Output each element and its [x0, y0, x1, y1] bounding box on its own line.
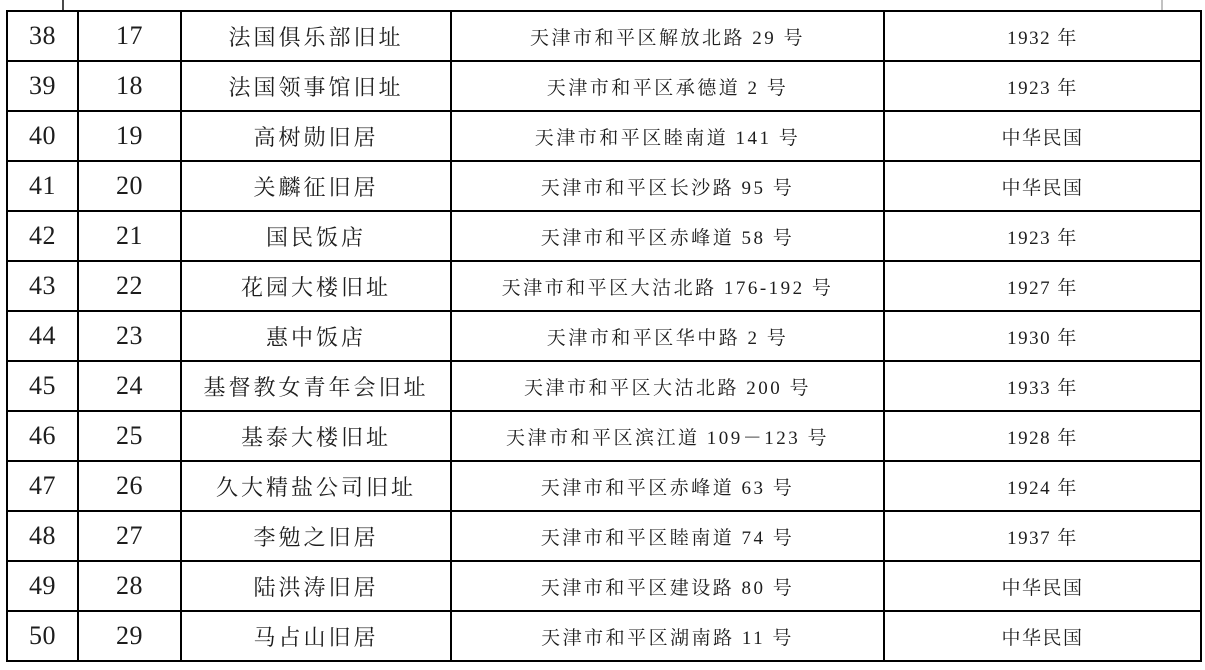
cell-num: 17	[78, 11, 181, 61]
cell-year: 中华民国	[884, 111, 1201, 161]
table-row	[7, 111, 1201, 161]
cell-name: 基泰大楼旧址	[181, 411, 451, 461]
cell-address: 天津市和平区解放北路 29 号	[451, 11, 884, 61]
cell-seq: 47	[7, 461, 78, 511]
table-row	[7, 411, 1201, 461]
cell-year: 1923 年	[884, 211, 1201, 261]
cell-num: 24	[78, 361, 181, 411]
table-row	[7, 61, 1201, 111]
cell-address: 天津市和平区华中路 2 号	[451, 311, 884, 361]
table-row	[7, 561, 1201, 611]
cell-year: 1927 年	[884, 261, 1201, 311]
cell-address: 天津市和平区滨江道 109－123 号	[451, 411, 884, 461]
cell-name: 惠中饭店	[181, 311, 451, 361]
cell-address: 天津市和平区长沙路 95 号	[451, 161, 884, 211]
cell-year: 1928 年	[884, 411, 1201, 461]
cell-address: 天津市和平区湖南路 11 号	[451, 611, 884, 661]
heritage-sites-table	[6, 10, 1202, 662]
cell-num: 25	[78, 411, 181, 461]
cell-num: 19	[78, 111, 181, 161]
cell-address: 天津市和平区赤峰道 58 号	[451, 211, 884, 261]
cell-address: 天津市和平区大沽北路 176-192 号	[451, 261, 884, 311]
cell-num: 21	[78, 211, 181, 261]
clipped-row-border-left	[62, 0, 64, 10]
cell-seq: 40	[7, 111, 78, 161]
table-row	[7, 11, 1201, 61]
table-row	[7, 311, 1201, 361]
table-row	[7, 511, 1201, 561]
cell-year: 1937 年	[884, 511, 1201, 561]
table-row	[7, 361, 1201, 411]
cell-name: 久大精盐公司旧址	[181, 461, 451, 511]
cell-num: 29	[78, 611, 181, 661]
cell-address: 天津市和平区承德道 2 号	[451, 61, 884, 111]
cell-name: 国民饭店	[181, 211, 451, 261]
cell-year: 1923 年	[884, 61, 1201, 111]
cell-year: 中华民国	[884, 161, 1201, 211]
cell-seq: 50	[7, 611, 78, 661]
cell-num: 26	[78, 461, 181, 511]
cell-seq: 42	[7, 211, 78, 261]
cell-address: 天津市和平区大沽北路 200 号	[451, 361, 884, 411]
cell-name: 陆洪涛旧居	[181, 561, 451, 611]
cell-seq: 38	[7, 11, 78, 61]
cell-seq: 39	[7, 61, 78, 111]
cell-name: 法国俱乐部旧址	[181, 11, 451, 61]
cell-year: 1924 年	[884, 461, 1201, 511]
table-row	[7, 261, 1201, 311]
cell-num: 22	[78, 261, 181, 311]
cell-num: 28	[78, 561, 181, 611]
cell-address: 天津市和平区建设路 80 号	[451, 561, 884, 611]
cell-seq: 41	[7, 161, 78, 211]
cell-year: 1930 年	[884, 311, 1201, 361]
table-row	[7, 211, 1201, 261]
cell-seq: 48	[7, 511, 78, 561]
cell-seq: 45	[7, 361, 78, 411]
cell-num: 23	[78, 311, 181, 361]
cell-num: 18	[78, 61, 181, 111]
cell-address: 天津市和平区睦南道 74 号	[451, 511, 884, 561]
cell-year: 1932 年	[884, 11, 1201, 61]
cell-year: 1933 年	[884, 361, 1201, 411]
cell-address: 天津市和平区赤峰道 63 号	[451, 461, 884, 511]
cell-name: 高树勋旧居	[181, 111, 451, 161]
cell-name: 关麟征旧居	[181, 161, 451, 211]
cell-seq: 49	[7, 561, 78, 611]
cell-name: 马占山旧居	[181, 611, 451, 661]
cell-seq: 44	[7, 311, 78, 361]
cell-num: 27	[78, 511, 181, 561]
cell-name: 法国领事馆旧址	[181, 61, 451, 111]
cell-name: 基督教女青年会旧址	[181, 361, 451, 411]
table-row	[7, 611, 1201, 661]
cell-year: 中华民国	[884, 611, 1201, 661]
cell-num: 20	[78, 161, 181, 211]
cell-year: 中华民国	[884, 561, 1201, 611]
cell-name: 李勉之旧居	[181, 511, 451, 561]
cell-address: 天津市和平区睦南道 141 号	[451, 111, 884, 161]
cell-name: 花园大楼旧址	[181, 261, 451, 311]
table-row	[7, 161, 1201, 211]
cell-seq: 43	[7, 261, 78, 311]
cell-seq: 46	[7, 411, 78, 461]
table-row	[7, 461, 1201, 511]
